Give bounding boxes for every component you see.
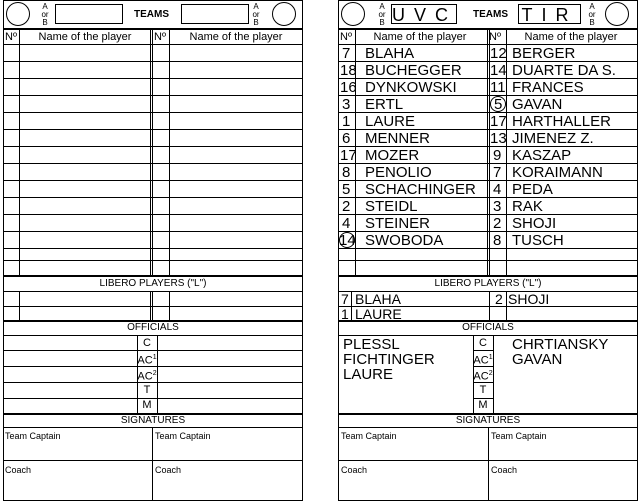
libero-name: SHOJI (508, 291, 550, 307)
player-number: 9 (493, 147, 502, 164)
player-name: PENOLIO (365, 164, 432, 181)
official-role-therapist: T (143, 384, 151, 396)
team-name-box-right[interactable] (181, 4, 249, 24)
official-role-medical: M (478, 399, 488, 411)
team-name-box-left[interactable] (55, 4, 123, 24)
player-name: DUARTE DA S. (512, 62, 616, 79)
a-or-b-label: A or B (588, 2, 596, 27)
player-number: 4 (342, 215, 351, 232)
player-number: 16 (340, 79, 357, 96)
teams-label: TEAMS (473, 9, 508, 20)
player-name: MOZER (365, 147, 420, 164)
name-header: Name of the player (524, 31, 618, 43)
official-role-assistant-coach-2: $AC^2$ (137, 370, 157, 383)
team-captain-signature-label[interactable]: Team Captain (155, 431, 211, 441)
player-number: 14 (490, 62, 507, 79)
player-name: BERGER (512, 45, 576, 62)
player-number: 6 (342, 130, 351, 147)
player-number: 1 (342, 113, 351, 130)
team-letter-circle-left[interactable] (6, 2, 30, 26)
officials-header: OFFICIALS (127, 322, 179, 333)
player-number: 17 (490, 113, 507, 130)
player-number: 18 (340, 62, 357, 79)
official-role-therapist: T (479, 384, 487, 396)
blank-team-sheet (3, 0, 303, 501)
player-name: STEIDL (365, 198, 418, 215)
coach-signature-label[interactable]: Coach (5, 465, 32, 475)
player-number: 11 (490, 79, 506, 96)
libero-header: LIBERO PLAYERS ("L") (99, 278, 207, 289)
player-number: 3 (493, 198, 502, 215)
player-number: 3 (342, 96, 351, 113)
player-number: 5 (342, 181, 351, 198)
player-name: ERTL (365, 96, 404, 113)
officials-header: OFFICIALS (462, 322, 514, 333)
player-number: 12 (490, 45, 507, 62)
player-name: SHOJI (512, 215, 557, 232)
official-role-medical: M (142, 399, 152, 411)
a-or-b-label: A or B (41, 2, 49, 27)
player-number: 2 (493, 215, 502, 232)
official-role-assistant-coach-2: $AC^2$ (473, 370, 493, 383)
team-letter-circle-right[interactable] (605, 2, 629, 26)
number-header: Nº (489, 31, 501, 43)
number-header: Nº (154, 31, 166, 43)
team-captain-signature-label[interactable]: Team Captain (491, 431, 547, 441)
official-name: GAVAN (512, 351, 563, 368)
name-header: Name of the player (38, 31, 132, 43)
player-name: SCHACHINGER (365, 181, 476, 198)
name-header: Name of the player (373, 31, 467, 43)
player-number: 7 (342, 45, 351, 62)
libero-name: LAURE (355, 306, 402, 322)
official-role-assistant-coach-1: $AC^1$ (137, 354, 157, 367)
signatures-header: SIGNATURES (455, 415, 521, 426)
player-name: STEINER (365, 215, 431, 232)
player-name: HARTHALLER (512, 113, 611, 130)
player-number: 13 (490, 130, 507, 147)
team-name-box-left[interactable]: UVC (392, 5, 458, 25)
libero-number: 7 (341, 291, 349, 307)
player-name: KORAIMANN (512, 164, 603, 181)
coach-signature-label[interactable]: Coach (155, 465, 182, 475)
player-name: FRANCES (512, 79, 584, 96)
team-captain-signature-label[interactable]: Team Captain (341, 431, 397, 441)
player-name: RAK (512, 198, 543, 215)
libero-header: LIBERO PLAYERS ("L") (434, 278, 542, 289)
player-number: 4 (493, 181, 502, 198)
player-number: 8 (493, 232, 502, 249)
team-letter-circle-right[interactable] (272, 2, 296, 26)
official-name: FICHTINGER (343, 351, 435, 368)
signatures-header: SIGNATURES (120, 415, 186, 426)
player-name: MENNER (365, 130, 431, 147)
a-or-b-label: A or B (378, 2, 386, 27)
player-number: 2 (342, 198, 351, 215)
team-letter-circle-left[interactable] (341, 2, 365, 26)
official-role-coach: C (479, 337, 487, 349)
teams-label: TEAMS (134, 9, 169, 20)
number-header: Nº (5, 31, 17, 43)
filled-team-sheet (338, 0, 638, 501)
team-name-box-right[interactable]: TIR (518, 4, 581, 24)
player-number: 17 (340, 147, 357, 164)
official-name: PLESSL (343, 336, 400, 353)
player-name: JIMENEZ Z. (512, 130, 594, 147)
number-header: Nº (340, 31, 352, 43)
libero-number: 2 (495, 291, 503, 307)
player-number: 7 (493, 164, 502, 181)
coach-signature-label[interactable]: Coach (491, 465, 518, 475)
player-number: 5 (494, 96, 503, 113)
player-name: LAURE (365, 113, 416, 130)
player-number: 14 (339, 232, 356, 249)
coach-signature-label[interactable]: Coach (341, 465, 368, 475)
player-name: BLAHA (365, 45, 415, 62)
official-role-assistant-coach-1: $AC^1$ (473, 354, 493, 367)
official-name: LAURE (343, 366, 394, 383)
name-header: Name of the player (189, 31, 283, 43)
player-name: BUCHEGGER (365, 62, 462, 79)
official-role-coach: C (143, 337, 151, 349)
player-name: GAVAN (512, 96, 563, 113)
player-name: PEDA (512, 181, 553, 198)
player-number: 8 (342, 164, 351, 181)
official-name: CHRTIANSKY (512, 336, 609, 353)
player-name: DYNKOWSKI (365, 79, 457, 96)
player-name: KASZAP (512, 147, 572, 164)
libero-name: BLAHA (355, 291, 401, 307)
player-name: SWOBODA (365, 232, 444, 249)
team-captain-signature-label[interactable]: Team Captain (5, 431, 61, 441)
player-name: TUSCH (512, 232, 564, 249)
libero-number: 1 (341, 306, 349, 322)
a-or-b-label: A or B (252, 2, 260, 27)
